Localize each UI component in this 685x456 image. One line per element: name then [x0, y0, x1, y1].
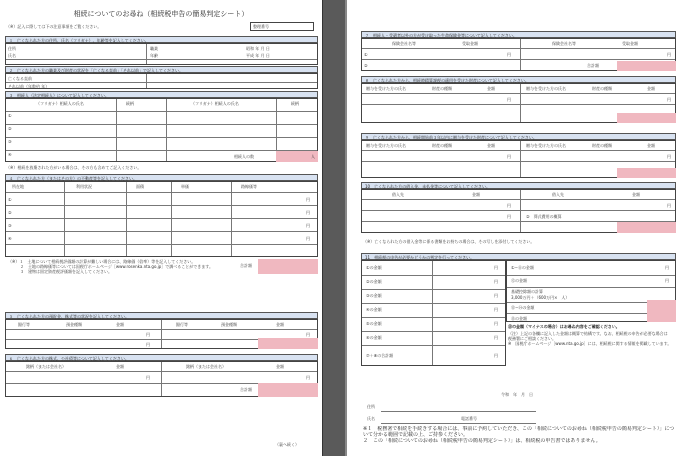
heir-row-2: ② [8, 126, 12, 131]
warn-title: ⑮の金額（マイナスの場合）はお尋ね内容をご確認ください。 [508, 324, 620, 329]
section-2-box [5, 73, 318, 89]
form-title: 相続についてのお尋ね（相続税申告の簡易判定シート） [73, 10, 249, 18]
ins-row-1: ① [364, 52, 368, 57]
amount-col: 金額 [116, 322, 124, 327]
heir-name-col: （フリガナ）相続人の氏名 [36, 101, 84, 106]
received-col-2: 受取金額 [622, 41, 638, 46]
section-7-header [361, 31, 676, 38]
section-4-header [5, 174, 318, 181]
bank-col: 銀行等 [18, 322, 30, 327]
warn-line-1: （注）上記の各欄に記入した金額は概算で結構です。なお、相続税の申告が必要な場合は [508, 331, 668, 336]
calc-row-4: ④の金額 [366, 307, 382, 312]
calc-r-3: 基礎控除額の計算 [511, 289, 543, 294]
calc-row-7: ⑦＋⑧の合計額 [366, 353, 394, 358]
deposit-type-col-2: 預金種類 [221, 322, 237, 327]
heir-row-3: ③ [8, 139, 12, 144]
received-col: 受取金額 [462, 41, 478, 46]
asset-type-col-b: 財産の種類 [432, 143, 452, 148]
ins-yen-1: 円 [507, 52, 511, 57]
calc-row-5: ⑤の金額 [366, 321, 382, 326]
s9-yen-2: 円 [667, 154, 671, 159]
rosenka-col: 路線価等 [241, 184, 257, 189]
heirs-count-unit: 人 [311, 154, 315, 159]
section-6-header [5, 354, 318, 361]
section-4-title: ４ 亡くなられた方（またはその方）の不動産等を記入してください。 [9, 176, 137, 181]
section-9-header [361, 133, 676, 140]
insurance-total-field[interactable] [617, 61, 676, 71]
heir-row-4: ④ [8, 152, 12, 157]
s9-total-field[interactable] [617, 168, 676, 178]
estate-total-field[interactable] [258, 259, 318, 274]
note-under-3: （※）相続を放棄された方がいる場合は、その方も含めてご記入ください。 [6, 165, 142, 170]
debt-amount-col: 金額 [472, 192, 480, 197]
id-box [250, 22, 314, 31]
section-8-title: ８ 亡くなられた方から、相続時精算課税の適用を受けた財産について記入してください。 [365, 78, 529, 83]
insurer-col-2: 保険会社名等 [552, 41, 576, 46]
footer-notes [363, 426, 678, 444]
estate-row-3: ③ [8, 223, 12, 228]
page-continue: （裏へ続く） [275, 442, 299, 447]
yen-2: 円 [306, 210, 310, 215]
section-5-header [5, 312, 318, 319]
warn-box [508, 331, 676, 367]
calc-yen-2: 円 [494, 279, 498, 284]
calc-yen-6: 円 [494, 335, 498, 340]
page-gap [323, 0, 345, 456]
lender-col-2: 借入先 [552, 192, 564, 197]
section-5-title: ５ 亡くなられた方の預貯金、株式等の状況を記入してください。 [9, 314, 129, 319]
heirs-table [5, 98, 318, 162]
ins-yen-2: 円 [667, 52, 671, 57]
relation-col-2: 続柄 [291, 101, 299, 106]
calc-yen-7: 円 [494, 353, 498, 358]
gift-amount-col-b2: 金額 [647, 143, 655, 148]
stock-name-col-2: 銘柄（または会社名） [186, 364, 226, 369]
section-8-header [361, 76, 676, 83]
location-col: 所在地 [12, 184, 24, 189]
giftee-col-b2: 贈与を受けた方の氏名 [526, 143, 566, 148]
sign-phone-label: 電話番号 [461, 416, 477, 421]
section-10-title: 10 亡くなられた方の借入金、未払金等について記入してください。 [365, 184, 491, 189]
estate-notes [8, 259, 233, 274]
s9-yen-1: 円 [507, 154, 511, 159]
id-label: 整理番号 [253, 24, 269, 29]
yen-3: 円 [306, 223, 310, 228]
funeral-cost-label: ② 葬式費用の概算 [526, 214, 562, 219]
deposits-total-field[interactable] [258, 338, 318, 349]
yen-4: 円 [306, 236, 310, 241]
giftee-col: 贈与を受けた方の氏名 [366, 86, 406, 91]
section-3-title: ３ 相続人（法定相続人）について記入してください。 [9, 93, 109, 98]
giftee-col-b: 贈与を受けた方の氏名 [366, 143, 406, 148]
section-11-title: 11 相続税の申告が必要かどうかの判定を行ってください。 [365, 255, 475, 260]
job-label: 職業 [150, 46, 158, 51]
ins-row-2: ② [364, 63, 368, 68]
header-note: （※）記入に際しては下の注意事項をご覧ください。 [6, 24, 102, 29]
section-10-header [361, 182, 676, 189]
relation-col: 続柄 [126, 101, 134, 106]
unit-price-col: 単価 [181, 184, 189, 189]
calc-row-1: ①の金額 [366, 265, 382, 270]
s8-yen-2: 円 [667, 97, 671, 102]
calc-r-4: 3,000万円＋（600万円× 人） [511, 295, 570, 300]
estate-note-2: ２ 土地の路線価等については国税庁ホームページ［www.rosenka.nta.go.jp］で調べることができます。 [8, 264, 213, 269]
bank-col-2: 銀行等 [176, 322, 188, 327]
stocks-total-field[interactable] [258, 383, 318, 397]
estate-note-1: （※）１ 土地について相続税評価額の計算が難しい場合には、路線価（倍率）等を記入してください。 [8, 259, 196, 264]
calc-yen-4: 円 [494, 307, 498, 312]
name-label: 氏名 [8, 53, 16, 58]
section-11-header [361, 253, 676, 260]
calc-r-yen-1: 円 [665, 265, 669, 270]
calc-row-6: ⑥の金額 [366, 335, 382, 340]
area-col: 面積 [136, 184, 144, 189]
real-estate-table [5, 181, 318, 257]
asset-type-col-b2: 財産の種類 [592, 143, 612, 148]
s8-yen-1: 円 [507, 97, 511, 102]
calc-row-2: ②の金額 [366, 279, 382, 284]
form-page-front [0, 0, 323, 456]
estate-total-label: 合計額 [240, 263, 252, 268]
section-6-title: ６ 亡くなられた方の株式、公社債等について記入してください。 [9, 356, 129, 361]
showa-date: 昭和 年 月 日 [246, 46, 270, 51]
calc-r-5: ⑬−⑭の金額 [511, 305, 535, 310]
calc-yen-3: 円 [494, 293, 498, 298]
gift-amount-col-2: 金額 [647, 86, 655, 91]
stock-name-col: 銘柄（または会社名） [26, 364, 66, 369]
result-field[interactable] [647, 300, 676, 322]
estate-row-2: ② [8, 210, 12, 215]
form-page-back [345, 0, 685, 456]
heirs-count-label: 相続人の数 [234, 154, 254, 159]
section-7-title: ７ 相続人・受遺者以外の方が受け取った生命保険金等について記入してください。 [365, 33, 517, 38]
before-that-label: それ以前（年数約 年） [8, 84, 50, 89]
footer-note-1: ※１ 税務署で相続を手続きする場合には、事前に予約していただき、この「相続についてのお尋ね（相続税申告の簡易判定シート）」について分かる範囲で記載の上、ご持参ください。 [363, 426, 675, 438]
asset-type-col-2: 財産の種類 [592, 86, 612, 91]
calc-r-2: ⑫の金額 [511, 278, 527, 283]
dep-yen-3: 円 [306, 332, 310, 337]
stock-amount-col-2: 金額 [276, 364, 284, 369]
estate-row-1: ① [8, 197, 12, 202]
section-3-header [5, 91, 318, 98]
gift-amount-col-b: 金額 [487, 143, 495, 148]
estate-note-3: ３ 建物は固定資産税評価額を記入してください。 [8, 269, 112, 274]
calc-r-yen-2: 円 [665, 278, 669, 283]
age-label: 年齢 [150, 53, 158, 58]
amount-col-2: 金額 [276, 322, 284, 327]
debt-amount-col-2: 金額 [632, 192, 640, 197]
deposit-type-col: 預金種類 [66, 322, 82, 327]
usage-col: 利用状況 [76, 184, 92, 189]
calc-row-3: ③の金額 [366, 293, 382, 298]
calc-left-table [361, 260, 506, 366]
section-2-title: ２ 亡くなられた方の職業及び財産の状況を「亡くなる直前」「それ以前」で記入してください。 [9, 68, 183, 73]
yen-1: 円 [306, 197, 310, 202]
section-1-header [5, 36, 318, 43]
warn-line-3: ※ 国税庁ホームページ［www.nta.go.jp］には、相続税に関する情報を掲載しています。 [508, 341, 672, 346]
section-2-header [5, 66, 318, 73]
calc-r-1: ①−⑪の金額 [511, 265, 534, 270]
stock-amount-col: 金額 [116, 364, 124, 369]
note-right: （※）亡くなられた方の借入金等に係る書類をお持ちの場合は、その写しを添付してください。 [363, 239, 535, 244]
signature-area [361, 378, 536, 426]
heir-row-1: ① [8, 113, 12, 118]
stocks-total-label: 合計額 [240, 387, 252, 392]
estate-row-4: ④ [8, 236, 12, 241]
section-9-title: ９ 亡くなられた方から、相続開始前３年以内に贈与を受けた財産について記入してください。 [365, 135, 537, 140]
sign-name-label: 氏名 [367, 416, 375, 421]
before-death-label: 亡くなる直前 [8, 76, 32, 81]
section-1-box [5, 43, 318, 65]
dep-yen-2: 円 [146, 342, 150, 347]
ins-total-label: 合計額 [587, 63, 599, 68]
calc-yen-1: 円 [494, 265, 498, 270]
stock-yen-2: 円 [306, 375, 310, 380]
footer-note-2: ２ この「相続についてのお尋ね（相続税申告の簡易判定シート）」は、相続税の申告書ではありません。 [363, 438, 601, 444]
s10-yen-2: 円 [507, 214, 511, 219]
gift-amount-col: 金額 [487, 86, 495, 91]
giftee-col-2: 贈与を受けた方の氏名 [526, 86, 566, 91]
address-label: 住所 [8, 46, 16, 51]
asset-type-col: 財産の種類 [432, 86, 452, 91]
dep-yen-1: 円 [146, 332, 150, 337]
s8-total-field[interactable] [617, 113, 676, 123]
debts-total-field[interactable] [617, 222, 676, 233]
sign-address-label: 住所 [367, 404, 375, 409]
calc-r-6: ⑮の金額 [511, 316, 527, 321]
lender-col: 借入先 [392, 192, 404, 197]
heir-name-col-2: （フリガナ）相続人の氏名 [191, 101, 239, 106]
s10-yen-3: 円 [667, 203, 671, 208]
calc-yen-5: 円 [494, 321, 498, 326]
heisei-date: 平成 年 月 日 [246, 53, 270, 58]
warn-line-2: 税務署にご相談ください。 [508, 336, 556, 341]
insurer-col: 保険会社名等 [392, 41, 416, 46]
s10-yen-1: 円 [507, 203, 511, 208]
stock-yen-1: 円 [146, 375, 150, 380]
sign-date: 令和 年 月 日 [501, 392, 533, 397]
section-1-title: １ 亡くなられた方の住所、氏名（フリガナ）、年齢等を記入してください。 [9, 38, 149, 43]
